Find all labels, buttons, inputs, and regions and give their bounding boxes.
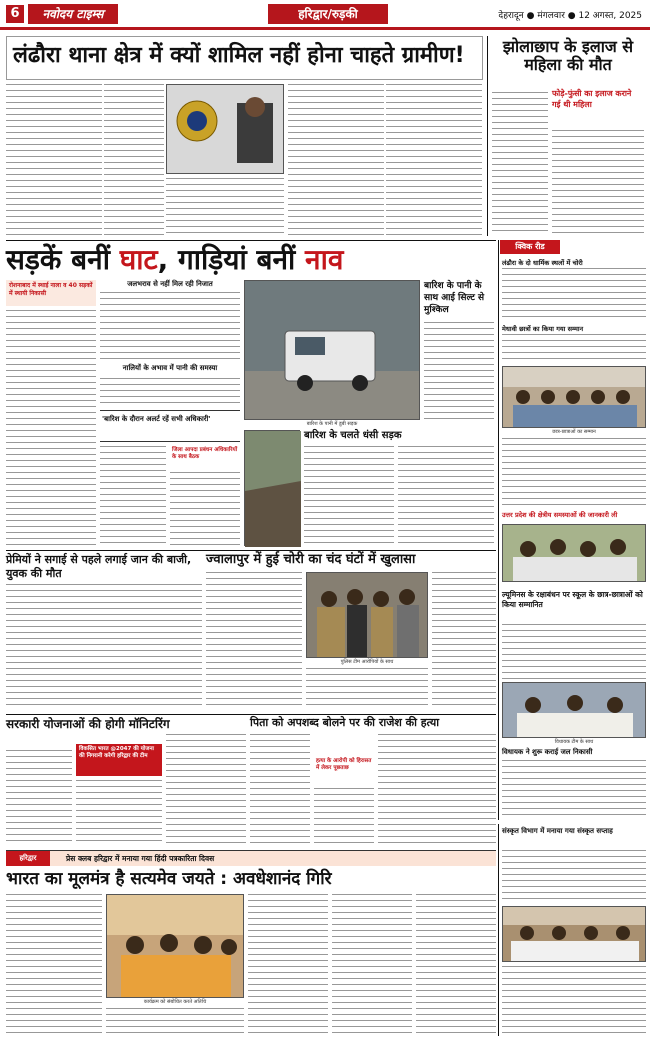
qr-h1: लंढौरा के दो धार्मिक स्थलों में चोरी <box>502 259 583 267</box>
lead-col-2 <box>104 84 164 236</box>
flood-col-7 <box>304 446 394 546</box>
qr-body-5 <box>502 760 646 820</box>
final-photo-caption: कार्यक्रम को संबोधित करते अतिथि <box>143 999 207 1005</box>
flood-sub2: नालियों के अभाव में पानी की समस्या <box>122 364 218 372</box>
column-divider <box>487 36 488 236</box>
bottom-col-6 <box>378 734 496 846</box>
flood-sub1: जलभराव से नहीं मिल रही निजात <box>127 280 213 288</box>
vehicle-in-water-icon <box>245 281 420 420</box>
qr-photo-3 <box>502 682 646 738</box>
qr-body-4 <box>502 624 646 680</box>
lead-headline: लंढौरा थाना क्षेत्र में क्यों शामिल नहीं होना चाहते ग्रामीण! <box>13 43 465 68</box>
lead-headline-box <box>6 36 483 80</box>
crime-col-4 <box>206 644 302 710</box>
seminar-photo <box>106 894 244 998</box>
bottom-col-4 <box>250 734 310 846</box>
seminar-stage-icon <box>107 895 244 998</box>
lead-col-3 <box>166 178 284 236</box>
qr-h5: उत्तर प्रदेश की क्षेत्रीय समस्याओं की जानकारी ली <box>502 511 618 519</box>
newspaper-brand: नवोदय टाइम्स <box>28 4 118 24</box>
hr-2 <box>6 550 496 551</box>
flood-side-box <box>6 280 96 306</box>
flood-headline-part2: , गाड़ियां बनीं <box>157 243 306 276</box>
final-col-3 <box>248 894 328 1034</box>
flood-col-6 <box>424 322 494 422</box>
crime-col-5 <box>306 668 428 710</box>
bottom-left-headline: सरकारी योजनाओं की होगी मॉनिटरिंग <box>6 717 170 731</box>
qr-photo-3-caption: विधायक टीम के साथ <box>554 739 594 745</box>
event-strip-text: प्रेस क्लब हरिद्वार में मनाया गया हिंदी पत्रकारिता दिवस <box>66 854 215 863</box>
bottom-mid-headline: पिता को अपशब्द बोलने पर की राजेश की हत्या <box>250 716 440 729</box>
police-emblem-icon <box>167 85 284 174</box>
flood-headline-red1: घाट <box>119 243 158 276</box>
final-col-2 <box>106 1008 244 1034</box>
flood-col-5 <box>170 472 240 546</box>
lead-col-1 <box>6 84 102 236</box>
bottom-col-5 <box>314 788 374 846</box>
bottom-col-2 <box>76 780 162 846</box>
lead-col-5 <box>386 84 482 236</box>
bottom-col-3 <box>166 734 246 846</box>
flood-headline <box>6 244 496 276</box>
crime-right-head: ल्यूमिनस के रक्षाबंधन पर स्कूल के छात्र-छात्राओं को किया सम्मानित <box>502 590 643 609</box>
meeting-icon <box>503 907 646 962</box>
qr-photo-2 <box>502 524 646 582</box>
flood-col-2 <box>100 292 240 362</box>
quote-text: 'बारिश के दौरान अलर्ट रहें सभी अधिकारी' <box>102 415 211 423</box>
right-top-headline: झोलाछाप के इलाज से महिला की मौत <box>502 37 634 75</box>
dateline: देहरादून ● मंगलवार ● 12 अगस्त, 2025 <box>498 11 642 21</box>
quick-divider <box>498 240 499 820</box>
bottom-mid-box <box>314 756 374 784</box>
qr-photo-1-caption: छात्र-छात्राओं का सम्मान <box>552 429 596 435</box>
bottom-col-1 <box>6 750 72 846</box>
hr-1 <box>6 240 496 241</box>
masthead <box>0 0 650 30</box>
police-team-photo <box>306 572 428 658</box>
bottom-mid-box-text: हत्या के आरोपी को हिरासत में लेकर पूछताछ <box>316 758 372 771</box>
bottom-right-photo <box>502 906 646 962</box>
sunken-road-icon <box>245 431 301 547</box>
quick-read-label: क्विक रीड <box>500 240 560 254</box>
flood-vehicle-photo <box>244 280 420 420</box>
quote-sub: जिला आपदा प्रबंधन अधिकारियों के साथ बैठक <box>172 447 238 460</box>
page-number: 6 <box>6 5 24 23</box>
flood-headline-part1: सड़कें बनीं <box>6 243 120 276</box>
final-col-1 <box>6 894 102 1034</box>
event-strip-label: हरिद्वार <box>6 851 50 866</box>
crowd-icon <box>503 525 646 582</box>
crime-left-headline: प्रेमियों ने सगाई से पहले लगाई जान की बाजी, युवक की मौत <box>6 553 192 580</box>
right-top-body-1 <box>492 92 548 236</box>
police-photo-caption: पुलिस टीम आरोपियों के साथ <box>340 659 394 665</box>
qr-body-1 <box>502 268 646 322</box>
police-logo-photo <box>166 84 284 174</box>
qr-body-3 <box>502 438 646 508</box>
bottom-left-box-text: विकसित भारत @2047 की योजना की निगरानी करेगी हरिद्वार की टीम <box>79 746 154 759</box>
road-photo <box>244 430 300 546</box>
students-group-icon <box>503 367 646 428</box>
final-col-5 <box>416 894 496 1034</box>
flood-col-4 <box>100 446 166 546</box>
flood-col-8 <box>398 446 494 546</box>
lead-col-4 <box>288 84 384 236</box>
flood-side-box-text: रोशनाबाद में स्थाई नाला व 40 सड़कों में स्थायी निकासी <box>9 282 93 297</box>
flood-headline-red2: नाव <box>305 243 344 276</box>
bottom-left-box <box>76 744 162 776</box>
hr-3 <box>6 714 496 715</box>
right-top-kicker: फोड़े-फुंसी का इलाज कराने गई थी महिला <box>552 89 632 109</box>
quote-sub-box <box>170 446 240 468</box>
flood-side-head: बारिश के पानी के साथ आई सिल्ट से मुश्किल <box>424 281 485 315</box>
final-headline: भारत का मूलमंत्र है सत्यमेव जयते : अवधेशानंद गिरि <box>6 869 332 889</box>
crime-col-2 <box>206 572 302 640</box>
bottom-right-body-1 <box>502 850 646 904</box>
final-col-4 <box>332 894 412 1034</box>
qr-h4: विधायक ने शुरू कराई जल निकासी <box>502 748 593 756</box>
crime-mid-headline: ज्वालापुर में हुई चोरी का चंद घंटों में खुलासा <box>206 552 416 567</box>
flood-col-3 <box>100 378 240 408</box>
event-strip <box>6 850 496 866</box>
quote-box <box>100 410 240 442</box>
bottom-right-body-2 <box>502 966 646 1034</box>
crime-col-3 <box>432 572 496 710</box>
flood-photo-caption: बारिश के पानी में डूबी सड़क <box>306 421 358 427</box>
flood-side-head2: बारिश के चलते धंसी सड़क <box>304 430 402 441</box>
qr-h2: मेधावी छात्रों का किया गया सम्मान <box>502 325 584 333</box>
bottom-right-head: संस्कृत विभाग में मनाया गया संस्कृत सप्ताह <box>502 827 613 835</box>
mla-team-icon <box>503 683 646 738</box>
qr-photo-1 <box>502 366 646 428</box>
right-top-body-2 <box>552 130 644 236</box>
qr-body-2 <box>502 334 646 364</box>
flood-col-1 <box>6 310 96 546</box>
crime-col-1 <box>6 584 202 710</box>
bottom-divider <box>498 824 499 1036</box>
section-label: हरिद्वार/रुड़की <box>268 4 388 24</box>
police-team-icon <box>307 573 428 658</box>
